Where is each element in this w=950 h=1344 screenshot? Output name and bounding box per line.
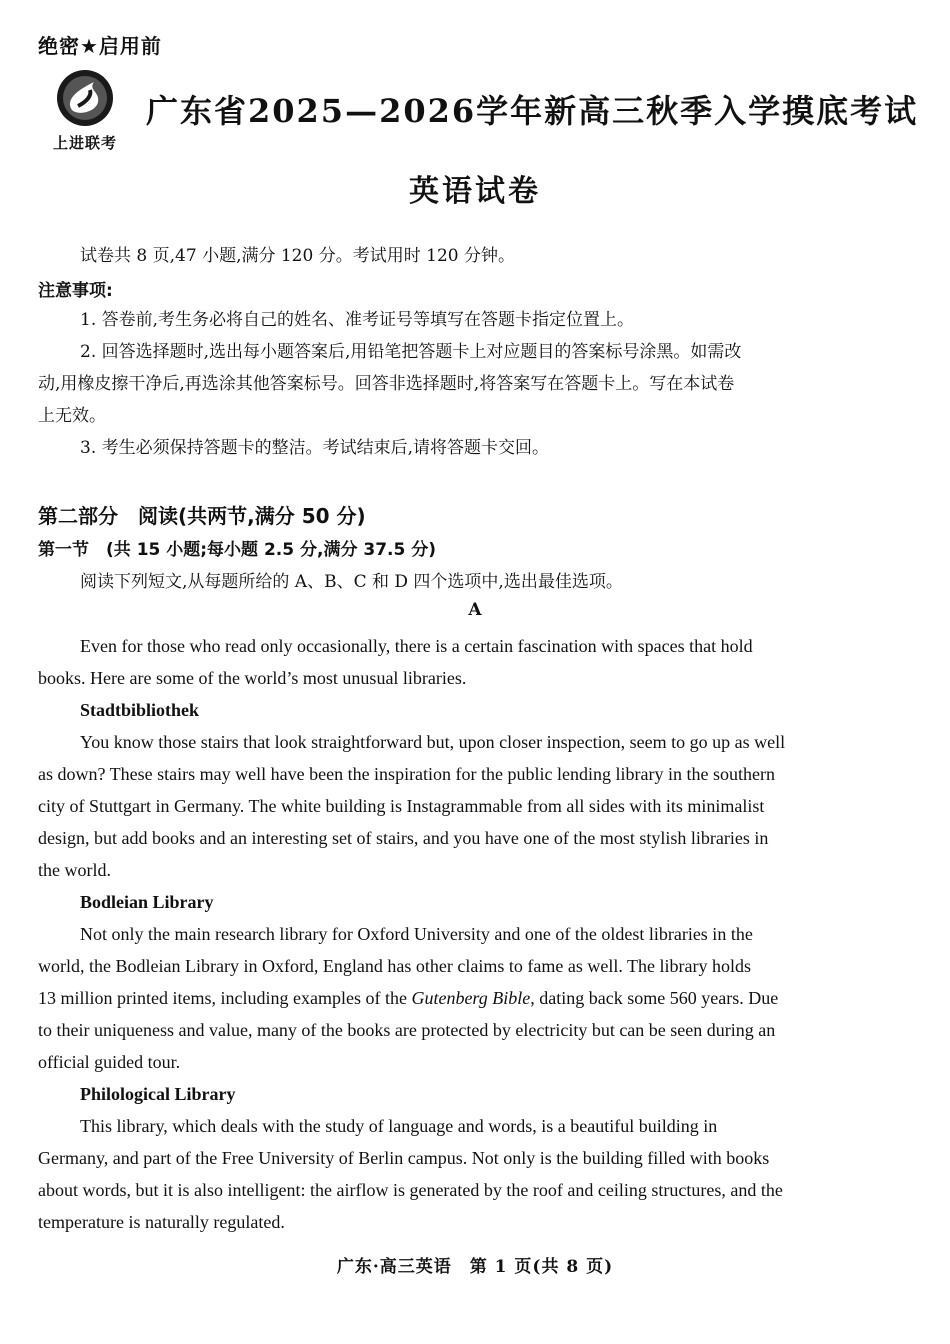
- page-footer: 广东·高三英语 第 1 页(共 8 页): [336, 1257, 614, 1277]
- library-1-title: Stadtbibliothek: [80, 700, 200, 720]
- subject-title: 英语试卷: [409, 174, 541, 209]
- library-1-line-1: You know those stairs that look straightforward but, upon closer inspection, seem to go up as well: [80, 732, 786, 752]
- library-1-line-5: the world.: [38, 860, 111, 880]
- note-3: 3. 考生必须保持答题卡的整洁。考试结束后,请将答题卡交回。: [80, 438, 550, 458]
- library-1-line-4: design, but add books and an interesting set of stairs, and you have one of the most stylish libraries in: [38, 828, 769, 848]
- library-2-line-1: Not only the main research library for Oxford University and one of the oldest libraries in the: [80, 924, 753, 944]
- library-1-line-2: as down? These stairs may well have been the inspiration for the public lending library in the southern: [38, 764, 775, 784]
- library-2-title: Bodleian Library: [80, 892, 214, 912]
- passage-label: A: [468, 600, 482, 620]
- intro-line-2: books. Here are some of the world’s most unusual libraries.: [38, 668, 467, 688]
- library-2-line-3: [38, 982, 918, 1014]
- library-3-line-4: temperature is naturally regulated.: [38, 1212, 285, 1232]
- confidential-label: 绝密★启用前: [38, 34, 162, 58]
- library-3-title: Philological Library: [80, 1084, 236, 1104]
- library-2-line-2: world, the Bodleian Library in Oxford, England has other claims to fame as well. The library holds: [38, 956, 751, 976]
- reading-directions: 阅读下列短文,从每题所给的 A、B、C 和 D 四个选项中,选出最佳选项。: [80, 572, 623, 592]
- library-2-line-3-end: , dating back some 560 years. Due: [530, 988, 779, 1008]
- library-2-line-3-start: 13 million printed items, including examples of the: [38, 988, 412, 1008]
- exam-summary: 试卷共 8 页,47 小题,满分 120 分。考试用时 120 分钟。: [80, 246, 515, 266]
- exam-title: 广东省2025—2026学年新高三秋季入学摸底考试: [146, 92, 919, 130]
- library-1-line-3: city of Stuttgart in Germany. The white building is Instagrammable from all sides with its minimalist: [38, 796, 765, 816]
- note-2-line-2: 动,用橡皮擦干净后,再选涂其他答案标号。回答非选择题时,将答案写在答题卡上。写在本试卷: [38, 374, 735, 394]
- section-heading: 第一节 (共 15 小题;每小题 2.5 分,满分 37.5 分): [38, 540, 437, 560]
- notes-title: 注意事项:: [38, 281, 113, 301]
- part-heading: 第二部分 阅读(共两节,满分 50 分): [38, 504, 366, 528]
- library-2-line-4: to their uniqueness and value, many of the books are protected by electricity but can be seen during an: [38, 1020, 776, 1040]
- note-1: 1. 答卷前,考生务必将自己的姓名、准考证号等填写在答题卡指定位置上。: [80, 310, 635, 330]
- library-3-line-3: about words, but it is also intelligent: the airflow is generated by the roof and ceiling structures, and the: [38, 1180, 783, 1200]
- logo-emblem-icon: [42, 68, 128, 132]
- note-2-line-3: 上无效。: [38, 406, 106, 426]
- book-title-italic: Gutenberg Bible: [411, 988, 531, 1008]
- intro-line-1: Even for those who read only occasionally, there is a certain fascination with spaces that hold: [80, 636, 753, 656]
- exam-logo: [42, 68, 128, 158]
- library-2-line-5: official guided tour.: [38, 1052, 181, 1072]
- logo-text: 上进联考: [52, 134, 117, 152]
- library-3-line-1: This library, which deals with the study of language and words, is a beautiful building in: [80, 1116, 718, 1136]
- library-3-line-2: Germany, and part of the Free University of Berlin campus. Not only is the building filled with books: [38, 1148, 770, 1168]
- note-2-line-1: 2. 回答选择题时,选出每小题答案后,用铅笔把答题卡上对应题目的答案标号涂黑。如需改: [80, 342, 742, 362]
